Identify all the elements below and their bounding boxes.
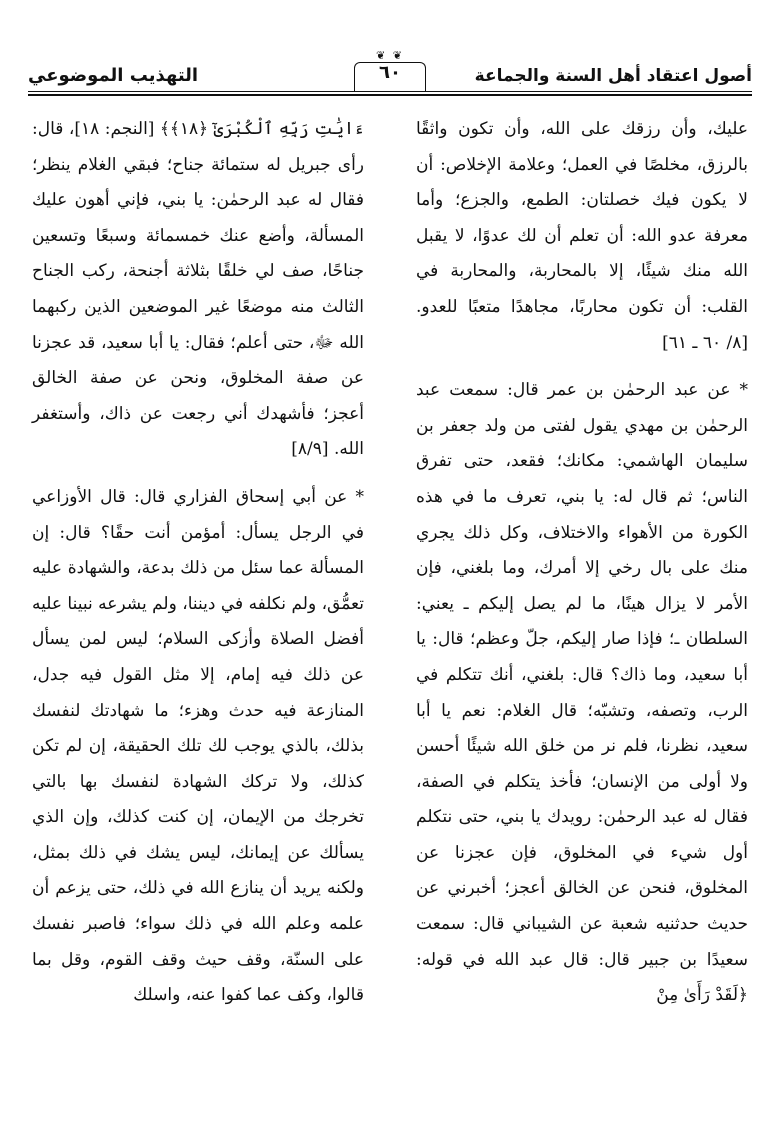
section-title: التهذيب الموضوعي	[28, 65, 199, 86]
paragraph: * عن أبي إسحاق الفزاري قال: قال الأوزاعي في الرجل يسأل: أمؤمن أنت حقًا؟ قال: إن المسألة عما سئل من ذلك بدعة، والشهادة عليه تعمُّق، ولم نكلفه في ديننا، ولم يشرعه نبينا عليه أفضل الصلاة وأزكى السلام؛ ليس لمن يسأل عن ذلك فيه إمام، إلا مثل القول فيه جدل، المنازعة فيه حدث وهزء؛ ما شهادتك لنفسك بذلك، بالذي يوجب لك تلك الحقيقة، إن لم تكن كذلك، ولا تركك الشهادة لنفسك بها بالتي تخرجك من الإيمان، إن كنت كذلك، وإن الذي يسألك عن إيمانك، ليس يشك في ذلك بمثل، ولكنه يريد أن ينازع الله في ذلك، حتى يزعم أن علمه وعلم الله في ذلك سواء؛ فاصبر نفسك على السنّة، وقف حيث وقف القوم، وقل بما قالوا، وكف عما كفوا عنه، واسلك	[32, 486, 364, 1006]
page-number-box	[350, 50, 430, 92]
paragraph	[416, 112, 748, 361]
paragraph-gap	[416, 361, 748, 373]
citation: [٨/ ٦٠ ـ ٦١]	[662, 332, 748, 353]
header-rule	[28, 94, 752, 96]
book-title: أصول اعتقاد أهل السنة والجماعة	[474, 66, 752, 86]
header-rule-thin	[28, 91, 752, 92]
paragraph-text: ءَايَٰتِ رَبِّهِ ٱلْكُبْرَىٰٓ ﴿١٨﴾﴾ [النجم: ١٨]، قال: رأى جبريل له ستمائة جناح؛ فبقي الغلام ينظر؛ فقال له عبد الرحمٰن: يا بني، فإني أهون عليك المسألة، وأضع عنك خمسمائة وسبعًا وتسعين جناحًا، صف لي خلقًا بثلاثة أجنحة، ركب الجناح الثالث منه موضعًا غير الموضعين الذين ركبهما الله ﷻ، حتى أعلم؛ فقال: يا أبا سعيد، قد عجزنا عن صفة المخلوق، ونحن عن صفة الخالق أعجز؛ فأشهدك أني رجعت عن ذاك، وأستغفر الله.	[32, 119, 364, 460]
citation: [٨/٩]	[291, 439, 329, 460]
paragraph-text: عليك، وأن رزقك على الله، وأن تكون واثقًا بالرزق، مخلصًا في العمل؛ وعلامة الإخلاص: أن لا يكون فيك خصلتان: الطمع، والجزع؛ وأما معرفة عدو الله: أن تعلم أن لك عدوًا، لا يقبل الله منك شيئًا، إلا بالمحاربة، والمحاربة في القلب: أن تكون محاربًا، مجاهدًا متعبًا للعدو.	[416, 119, 748, 317]
paragraph: * عن عبد الرحمٰن بن عمر قال: سمعت عبد الرحمٰن بن مهدي يقول لفتى من ولد جعفر بن سليمان الهاشمي: مكانك؛ فقعد، حتى تفرق الناس؛ ثم قال له: يا بني، تعرف ما في هذه الكورة من الأهواء والاختلاف، وكل ذلك يجري منك على بال رخي إلا أمرك، وما بلغني، فإن الأمر لا يزال هينًا، ما لم يصل إليكم ـ يعني: السلطان ـ؛ فإذا صار إليكم، جلّ وعظم؛ قال: يا أبا سعيد، وما ذاك؟ قال: بلغني، أنك تتكلم في الرب، وتصفه، وتشبّه؛ قال الغلام: نعم يا أبا سعيد، نظرنا، فلم نر من خلق الله شيئًا أحسن ولا أولى من الإنسان؛ فأخذ يتكلم في الصفة، فقال له عبد الرحمٰن: رويدك يا بني، حتى نتكلم أول شيء في المخلوق، فإن عجزنا عن المخلوق، فنحن عن الخالق أعجز؛ أخبرني عن حديث حدثنيه شعبة عن الشيباني قال: سمعت سعيدًا بن جبير قال: قال عبد الله في قوله: ﴿لَقَدْ رَأَىٰ مِنْ	[416, 380, 748, 1006]
ornament-icon: ❦ ❦	[376, 49, 404, 62]
paragraph-gap	[32, 468, 364, 480]
paragraph	[32, 112, 364, 468]
page-number-frame	[354, 62, 426, 92]
right-column	[416, 112, 748, 1014]
page-number: ٦٠	[379, 62, 401, 83]
running-header	[28, 50, 752, 96]
left-column	[32, 112, 364, 1014]
